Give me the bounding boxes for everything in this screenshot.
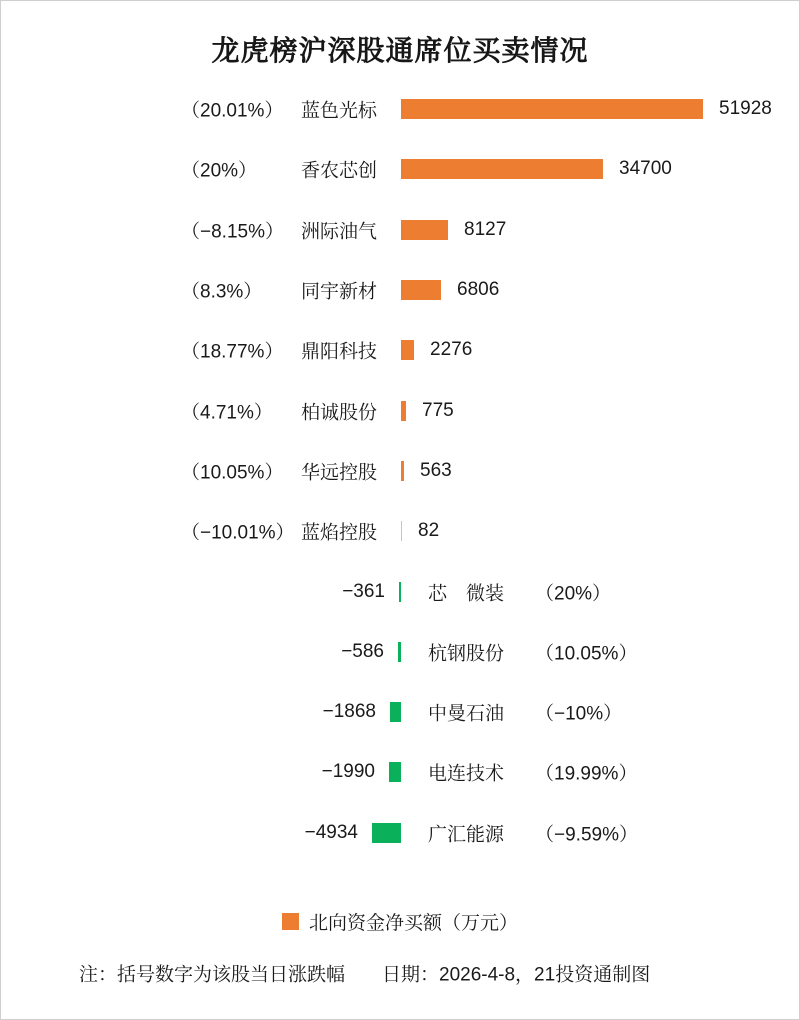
chart-row xyxy=(1,79,799,139)
stock-name-label: 柏诚股份 xyxy=(301,402,378,424)
stock-name-label: 鼎阳科技 xyxy=(301,341,378,363)
value-label: −1868 xyxy=(322,701,376,723)
pct-change-label: （20%） xyxy=(181,160,258,182)
chart-row xyxy=(1,260,799,320)
pct-change-label: （−9.59%） xyxy=(535,824,638,846)
pct-change-label: （19.99%） xyxy=(535,763,638,785)
stock-name-label: 同宇新材 xyxy=(301,281,378,303)
footer-note: 注：括号数字为该股当日涨跌幅 xyxy=(79,964,346,986)
stock-name-label: 中曼石油 xyxy=(428,703,505,725)
pct-change-label: （4.71%） xyxy=(181,402,273,424)
positive-bar xyxy=(401,159,603,179)
chart-row xyxy=(1,320,799,380)
pct-change-label: （−10.01%） xyxy=(181,522,295,544)
negative-bar xyxy=(398,642,401,662)
chart-row xyxy=(1,380,799,440)
chart-row xyxy=(1,682,799,742)
stock-name-label: 杭钢股份 xyxy=(428,643,505,665)
chart-row xyxy=(1,200,799,260)
positive-bar xyxy=(401,521,402,541)
chart-row xyxy=(1,803,799,863)
chart-row xyxy=(1,139,799,199)
pct-change-label: （10.05%） xyxy=(181,462,284,484)
value-label: 775 xyxy=(422,399,454,421)
positive-bar xyxy=(401,99,703,119)
footer-date: 日期：2026-4-8，21投资通制图 xyxy=(382,964,651,986)
stock-name-label: 广汇能源 xyxy=(428,824,505,846)
stock-name-label: 电连技术 xyxy=(428,763,505,785)
legend-swatch-positive xyxy=(282,913,299,930)
value-label: −4934 xyxy=(304,821,358,843)
chart-footer xyxy=(1,957,799,989)
chart-row xyxy=(1,622,799,682)
pct-change-label: （20.01%） xyxy=(181,100,284,122)
positive-bar xyxy=(401,461,404,481)
chart-row xyxy=(1,561,799,621)
stock-name-label: 华远控股 xyxy=(301,462,378,484)
negative-bar xyxy=(399,582,401,602)
pct-change-label: （20%） xyxy=(535,583,612,605)
chart-legend xyxy=(1,905,799,937)
value-label: 563 xyxy=(420,459,452,481)
negative-bar xyxy=(390,702,401,722)
value-label: −586 xyxy=(341,640,384,662)
value-label: −1990 xyxy=(321,761,375,783)
chart-row xyxy=(1,742,799,802)
positive-bar xyxy=(401,401,406,421)
stock-name-label: 蓝色光标 xyxy=(301,100,378,122)
stock-name-label: 洲际油气 xyxy=(301,221,378,243)
positive-bar xyxy=(401,280,441,300)
value-label: 6806 xyxy=(457,279,500,301)
negative-bar xyxy=(389,762,401,782)
positive-bar xyxy=(401,340,414,360)
negative-bar xyxy=(372,823,401,843)
chart-title: 龙虎榜沪深股通席位买卖情况 xyxy=(211,35,589,66)
positive-bar xyxy=(401,220,448,240)
pct-change-label: （18.77%） xyxy=(181,341,284,363)
value-label: −361 xyxy=(342,580,385,602)
pct-change-label: （−10%） xyxy=(535,703,623,725)
legend-label: 北向资金净买额（万元） xyxy=(308,912,518,934)
value-label: 8127 xyxy=(464,218,507,240)
value-label: 82 xyxy=(418,520,440,542)
pct-change-label: （−8.15%） xyxy=(181,221,284,243)
pct-change-label: （8.3%） xyxy=(181,281,263,303)
pct-change-label: （10.05%） xyxy=(535,643,638,665)
stock-name-label: 蓝焰控股 xyxy=(301,522,378,544)
stock-name-label: 芯 微装 xyxy=(428,583,505,605)
chart-row xyxy=(1,441,799,501)
chart-row xyxy=(1,501,799,561)
chart-rows xyxy=(1,79,799,863)
value-label: 34700 xyxy=(619,158,672,180)
value-label: 51928 xyxy=(719,98,772,120)
value-label: 2276 xyxy=(430,339,473,361)
stock-name-label: 香农芯创 xyxy=(301,160,378,182)
